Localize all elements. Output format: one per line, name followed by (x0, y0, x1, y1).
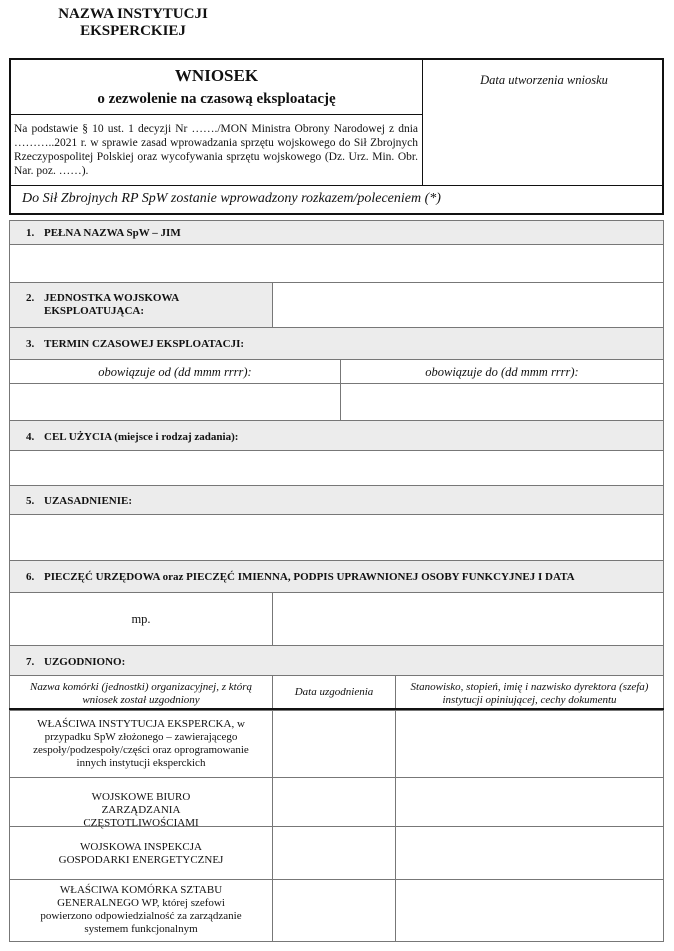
section-2-header (9, 282, 273, 328)
signature-field[interactable] (272, 592, 664, 646)
table-header-director: Stanowisko, stopień, imię i nazwisko dyrektora (szefa) instytucji opiniującej, cechy dokumentu (395, 675, 664, 709)
table-row-director-field[interactable] (395, 826, 664, 880)
section-1-label: PEŁNA NAZWA SpW – JIM (44, 227, 181, 239)
section-5-header (9, 485, 664, 515)
section-4-label: CEL UŻYCIA (miejsce i rodzaj zadania): (44, 431, 239, 443)
valid-from-field[interactable] (9, 383, 341, 421)
table-row-date-field[interactable] (272, 710, 396, 778)
frame-divider (10, 114, 422, 115)
table-row-director-field[interactable] (395, 710, 664, 778)
section-number: 6. (26, 571, 35, 583)
section-3-label: TERMIN CZASOWEJ EKSPLOATACJI: (44, 338, 245, 350)
table-row-date-field[interactable] (272, 777, 396, 827)
table-row-unit: WŁAŚCIWA INSTYTUCJA EKSPERCKA, w przypadku SpW złożonego – zawierającego zespoły/podzespoły/części oraz oprogramowanie innych instytucji eksperckich (9, 710, 273, 778)
frame-divider (422, 59, 423, 186)
section-number: 7. (26, 656, 35, 668)
table-row-director-field[interactable] (395, 879, 664, 942)
table-row-date-field[interactable] (272, 826, 396, 880)
section-number: 3. (26, 338, 35, 350)
section-number: 4. (26, 431, 35, 443)
purpose-field[interactable] (9, 450, 664, 486)
section-number: 1. (26, 227, 35, 239)
section-2-label (44, 292, 179, 318)
table-row-unit: WOJSKOWA INSPEKCJA GOSPODARKI ENERGETYCZNEJ (9, 826, 273, 880)
table-row-unit: WŁAŚCIWA KOMÓRKA SZTABU GENERALNEGO WP, której szefowi powierzono odpowiedzialność za zarządzanie systemem funkcjonalnym (9, 879, 273, 942)
operating-unit-field[interactable] (272, 282, 664, 328)
section-7-label: UZGODNIONO: (44, 656, 126, 668)
section-6-label: PIECZĘĆ URZĘDOWA oraz PIECZĘĆ IMIENNA, PODPIS UPRAWNIONEJ OSOBY FUNKCYJNEJ I DATA (44, 571, 575, 583)
valid-to-label: obowiązuje do (dd mmm rrrr): (340, 359, 664, 384)
institution-name-line2: EKSPERCKIEJ (80, 23, 186, 39)
official-stamp-field[interactable] (9, 592, 273, 646)
date-created-label: Data utworzenia wniosku (480, 73, 608, 87)
request-title: WNIOSEK (174, 66, 259, 85)
stamp-placeholder: mp. (131, 612, 151, 626)
valid-to-field[interactable] (340, 383, 664, 421)
section-2-label-line1: JEDNOSTKA WOJSKOWA (44, 292, 180, 304)
table-header-date: Data uzgodnienia (272, 675, 396, 709)
section-5-label: UZASADNIENIE: (44, 495, 133, 507)
legal-basis: Na podstawie § 10 ust. 1 decyzji Nr ……./MON Ministra Obrony Narodowej z dnia ………..2021 r. w sprawie zasad wprowadzania sprzętu wojskowego do Sił Zbrojnych Rzeczypospolitej Polskiej oraz wycofywania sprzętu wojskowego (Dz. Urz. Min. Obr. Nar. poz. ……). (14, 123, 418, 177)
table-row-date-field[interactable] (272, 879, 396, 942)
valid-from-label: obowiązuje od (dd mmm rrrr): (9, 359, 341, 384)
institution-name-line1: NAZWA INSTYTUCJI (58, 6, 208, 22)
full-name-field[interactable] (9, 244, 664, 283)
table-row-unit: WOJSKOWE BIURO ZARZĄDZANIA CZĘSTOTLIWOŚCIAMI (9, 777, 273, 827)
section-6-header (9, 560, 664, 593)
section-2-label-line2: EKSPLOATUJĄCA: (44, 305, 145, 317)
table-row-director-field[interactable] (395, 777, 664, 827)
table-header-unit: Nazwa komórki (jednostki) organizacyjnej, z którą wniosek został uzgodniony (9, 675, 273, 709)
intro-statement: Do Sił Zbrojnych RP SpW zostanie wprowadzony rozkazem/poleceniem (*) (22, 191, 441, 206)
section-4-header (9, 420, 664, 451)
section-3-header (9, 327, 664, 360)
section-1-header (9, 220, 664, 245)
justification-field[interactable] (9, 514, 664, 561)
section-number: 2. (26, 292, 35, 304)
section-7-header (9, 645, 664, 676)
frame-divider (10, 185, 663, 186)
request-subtitle: o zezwolenie na czasową eksploatację (97, 91, 336, 107)
institution-name (48, 6, 218, 40)
section-number: 5. (26, 495, 35, 507)
